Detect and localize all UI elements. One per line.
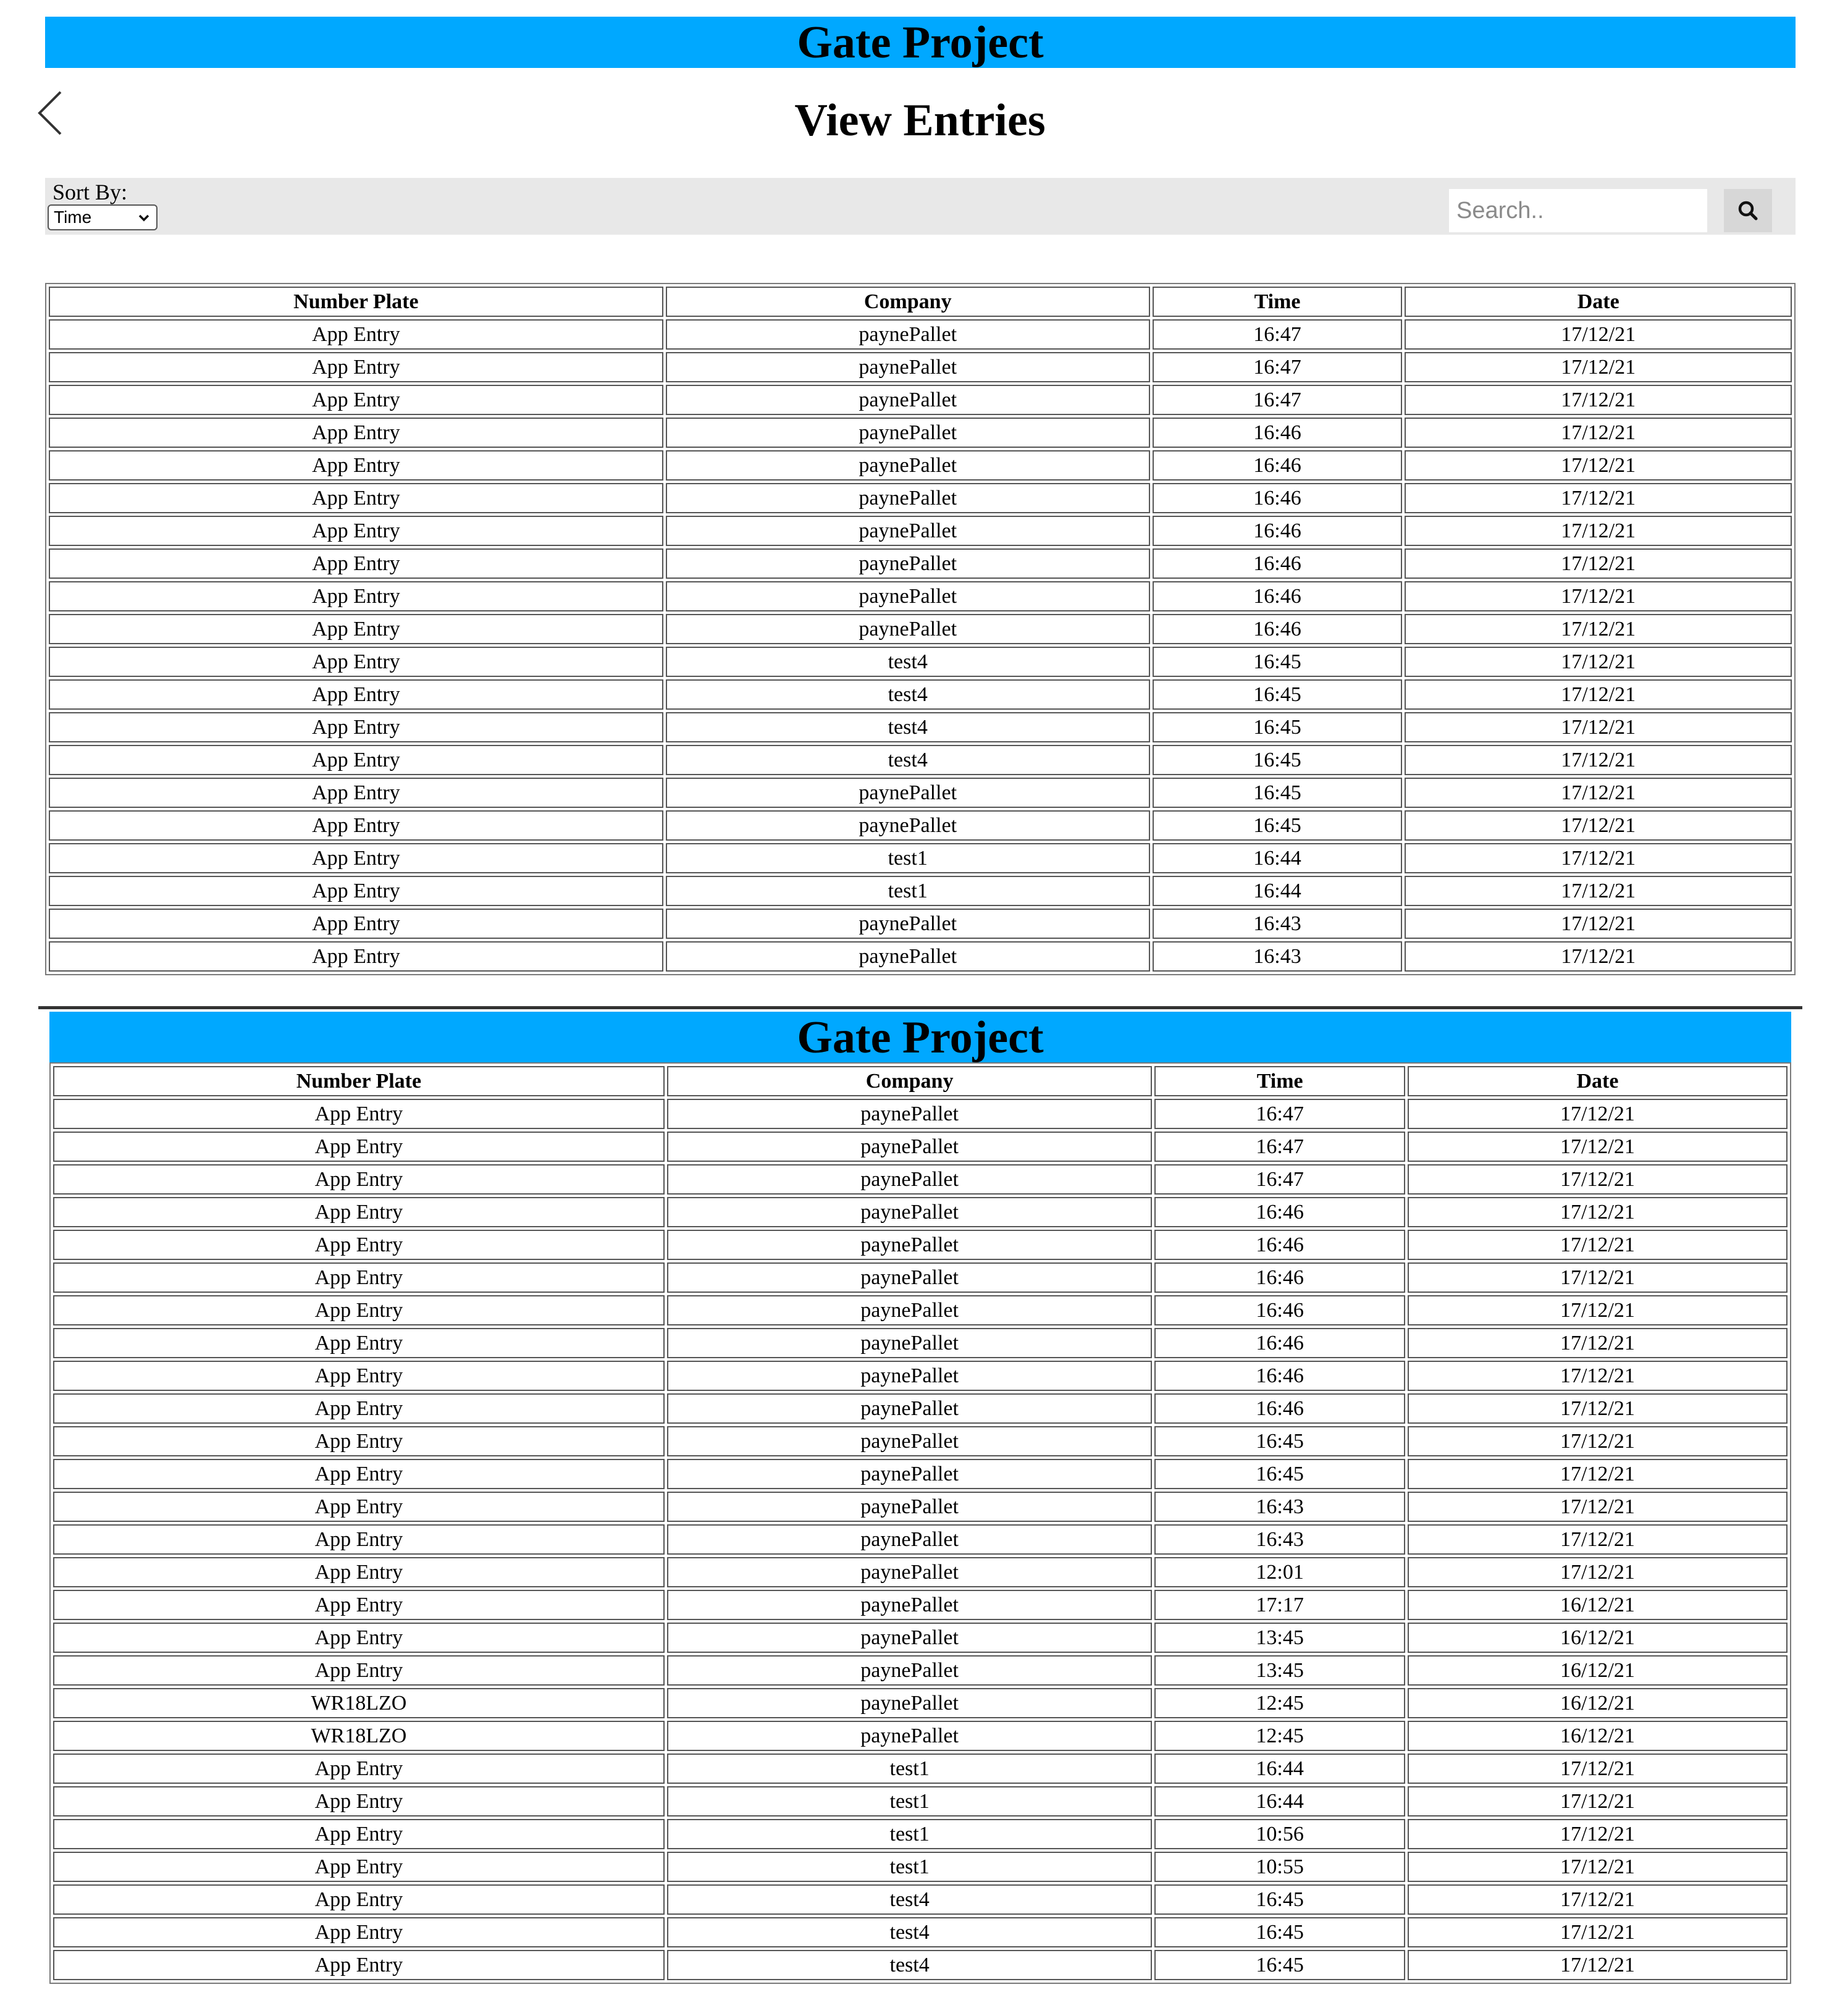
- number-plate-cell: App Entry: [53, 1852, 665, 1882]
- column-header: Company: [667, 1066, 1153, 1096]
- time-cell: 12:45: [1154, 1721, 1405, 1751]
- number-plate-cell: App Entry: [53, 1230, 665, 1260]
- company-cell: paynePallet: [666, 352, 1150, 382]
- time-cell: 10:55: [1154, 1852, 1405, 1882]
- company-cell: test4: [666, 679, 1150, 710]
- number-plate-cell: App Entry: [49, 679, 663, 710]
- number-plate-cell: App Entry: [53, 1393, 665, 1424]
- date-cell: 17/12/21: [1408, 1852, 1787, 1882]
- table-row: [49, 941, 1792, 972]
- date-cell: 16/12/21: [1408, 1688, 1787, 1718]
- company-cell: paynePallet: [666, 810, 1150, 841]
- table-row: [49, 712, 1792, 742]
- time-cell: 16:46: [1154, 1197, 1405, 1227]
- table-row: [53, 1884, 1787, 1915]
- company-cell: paynePallet: [667, 1164, 1153, 1195]
- time-cell: 16:46: [1154, 1361, 1405, 1391]
- company-cell: paynePallet: [667, 1099, 1153, 1129]
- time-cell: 16:43: [1154, 1524, 1405, 1555]
- date-cell: 16/12/21: [1408, 1590, 1787, 1620]
- time-cell: 16:45: [1153, 647, 1403, 677]
- date-cell: 17/12/21: [1408, 1884, 1787, 1915]
- table-row: [53, 1164, 1787, 1195]
- time-cell: 16:47: [1153, 352, 1403, 382]
- table-row: [49, 385, 1792, 415]
- date-cell: 17/12/21: [1405, 810, 1792, 841]
- company-cell: paynePallet: [666, 614, 1150, 644]
- number-plate-cell: App Entry: [53, 1590, 665, 1620]
- table-row: [53, 1393, 1787, 1424]
- number-plate-cell: App Entry: [53, 1917, 665, 1947]
- print-table-body: [53, 1099, 1787, 1980]
- column-header[interactable]: Date: [1405, 287, 1792, 317]
- sort-label: Sort By:: [53, 180, 128, 204]
- time-cell: 16:45: [1154, 1950, 1405, 1980]
- table-row: [49, 516, 1792, 546]
- table-row: [49, 352, 1792, 382]
- chevron-down-icon: [138, 212, 150, 224]
- company-cell: paynePallet: [667, 1393, 1153, 1424]
- number-plate-cell: App Entry: [53, 1164, 665, 1195]
- date-cell: 17/12/21: [1408, 1459, 1787, 1489]
- company-cell: test1: [667, 1852, 1153, 1882]
- column-header[interactable]: Number Plate: [49, 287, 663, 317]
- date-cell: 17/12/21: [1405, 450, 1792, 481]
- time-cell: 16:45: [1153, 778, 1403, 808]
- number-plate-cell: App Entry: [53, 1884, 665, 1915]
- time-cell: 16:44: [1154, 1786, 1405, 1816]
- number-plate-cell: WR18LZO: [53, 1688, 665, 1718]
- time-cell: 16:45: [1154, 1884, 1405, 1915]
- company-cell: paynePallet: [667, 1262, 1153, 1293]
- page-title: View Entries: [794, 95, 1046, 146]
- date-cell: 16/12/21: [1408, 1655, 1787, 1686]
- date-cell: 17/12/21: [1405, 778, 1792, 808]
- time-cell: 16:44: [1153, 843, 1403, 873]
- date-cell: 17/12/21: [1405, 548, 1792, 579]
- number-plate-cell: App Entry: [49, 909, 663, 939]
- date-cell: 17/12/21: [1405, 941, 1792, 972]
- table-row: [53, 1132, 1787, 1162]
- time-cell: 16:46: [1153, 483, 1403, 513]
- number-plate-cell: App Entry: [49, 581, 663, 611]
- number-plate-cell: App Entry: [53, 1262, 665, 1293]
- table-row: [53, 1197, 1787, 1227]
- time-cell: 16:44: [1154, 1754, 1405, 1784]
- date-cell: 17/12/21: [1405, 319, 1792, 350]
- date-cell: 17/12/21: [1408, 1164, 1787, 1195]
- time-cell: 16:46: [1154, 1230, 1405, 1260]
- number-plate-cell: App Entry: [49, 483, 663, 513]
- company-cell: paynePallet: [667, 1623, 1153, 1653]
- sort-select[interactable]: [48, 204, 158, 230]
- table-row: [53, 1557, 1787, 1587]
- table-row: [53, 1721, 1787, 1751]
- date-cell: 17/12/21: [1408, 1492, 1787, 1522]
- date-cell: 17/12/21: [1408, 1950, 1787, 1980]
- number-plate-cell: App Entry: [53, 1524, 665, 1555]
- number-plate-cell: App Entry: [49, 385, 663, 415]
- company-cell: test4: [666, 712, 1150, 742]
- date-cell: 17/12/21: [1408, 1295, 1787, 1325]
- number-plate-cell: App Entry: [49, 450, 663, 481]
- company-cell: test1: [666, 876, 1150, 906]
- table-row: [49, 778, 1792, 808]
- entries-table-body: [49, 319, 1792, 972]
- company-cell: paynePallet: [666, 483, 1150, 513]
- time-cell: 16:46: [1153, 516, 1403, 546]
- number-plate-cell: App Entry: [49, 745, 663, 775]
- table-row: [49, 581, 1792, 611]
- table-row: [49, 745, 1792, 775]
- company-cell: paynePallet: [667, 1426, 1153, 1456]
- number-plate-cell: App Entry: [53, 1132, 665, 1162]
- company-cell: paynePallet: [667, 1295, 1153, 1325]
- table-row: [53, 1786, 1787, 1816]
- table-row: [53, 1459, 1787, 1489]
- date-cell: 17/12/21: [1408, 1786, 1787, 1816]
- number-plate-cell: App Entry: [53, 1557, 665, 1587]
- number-plate-cell: App Entry: [53, 1623, 665, 1653]
- number-plate-cell: App Entry: [53, 1754, 665, 1784]
- sort-selected-value: Time: [54, 208, 92, 227]
- app-title: Gate Project: [797, 17, 1044, 68]
- time-cell: 16:45: [1153, 745, 1403, 775]
- company-cell: test4: [667, 1950, 1153, 1980]
- number-plate-cell: App Entry: [49, 516, 663, 546]
- date-cell: 17/12/21: [1405, 483, 1792, 513]
- date-cell: 17/12/21: [1405, 581, 1792, 611]
- company-cell: paynePallet: [667, 1459, 1153, 1489]
- date-cell: 17/12/21: [1405, 909, 1792, 939]
- section-divider: [38, 1006, 1802, 1009]
- time-cell: 12:01: [1154, 1557, 1405, 1587]
- time-cell: 12:45: [1154, 1688, 1405, 1718]
- date-cell: 17/12/21: [1405, 647, 1792, 677]
- table-row: [49, 810, 1792, 841]
- date-cell: 17/12/21: [1408, 1524, 1787, 1555]
- date-cell: 17/12/21: [1405, 712, 1792, 742]
- date-cell: 17/12/21: [1405, 352, 1792, 382]
- company-cell: paynePallet: [667, 1721, 1153, 1751]
- app-header: [45, 17, 1796, 68]
- date-cell: 17/12/21: [1405, 614, 1792, 644]
- date-cell: 17/12/21: [1408, 1132, 1787, 1162]
- time-cell: 16:45: [1153, 679, 1403, 710]
- date-cell: 17/12/21: [1408, 1262, 1787, 1293]
- table-row: [49, 614, 1792, 644]
- number-plate-cell: App Entry: [53, 1361, 665, 1391]
- company-cell: paynePallet: [667, 1524, 1153, 1555]
- company-cell: paynePallet: [667, 1590, 1153, 1620]
- company-cell: test1: [667, 1819, 1153, 1849]
- company-cell: paynePallet: [666, 941, 1150, 972]
- number-plate-cell: App Entry: [53, 1295, 665, 1325]
- number-plate-cell: App Entry: [49, 319, 663, 350]
- company-cell: paynePallet: [667, 1361, 1153, 1391]
- company-cell: test1: [667, 1786, 1153, 1816]
- company-cell: test4: [667, 1884, 1153, 1915]
- number-plate-cell: App Entry: [49, 712, 663, 742]
- time-cell: 16:46: [1154, 1295, 1405, 1325]
- date-cell: 17/12/21: [1408, 1754, 1787, 1784]
- table-row: [49, 450, 1792, 481]
- time-cell: 16:46: [1153, 614, 1403, 644]
- table-row: [49, 843, 1792, 873]
- company-cell: paynePallet: [667, 1492, 1153, 1522]
- time-cell: 16:43: [1153, 909, 1403, 939]
- time-cell: 16:46: [1153, 418, 1403, 448]
- column-header: Number Plate: [53, 1066, 665, 1096]
- time-cell: 16:45: [1154, 1917, 1405, 1947]
- time-cell: 10:56: [1154, 1819, 1405, 1849]
- date-cell: 17/12/21: [1408, 1917, 1787, 1947]
- time-cell: 16:46: [1154, 1262, 1405, 1293]
- company-cell: paynePallet: [666, 581, 1150, 611]
- table-row: [53, 1655, 1787, 1686]
- company-cell: paynePallet: [666, 516, 1150, 546]
- company-cell: paynePallet: [666, 319, 1150, 350]
- company-cell: paynePallet: [666, 778, 1150, 808]
- table-row: [53, 1590, 1787, 1620]
- number-plate-cell: App Entry: [53, 1459, 665, 1489]
- company-cell: paynePallet: [667, 1230, 1153, 1260]
- date-cell: 17/12/21: [1408, 1819, 1787, 1849]
- table-row: [53, 1328, 1787, 1358]
- company-cell: paynePallet: [666, 418, 1150, 448]
- number-plate-cell: App Entry: [49, 614, 663, 644]
- company-cell: test4: [666, 745, 1150, 775]
- time-cell: 16:46: [1153, 548, 1403, 579]
- company-cell: paynePallet: [667, 1655, 1153, 1686]
- time-cell: 16:46: [1153, 450, 1403, 481]
- time-cell: 16:45: [1154, 1426, 1405, 1456]
- table-row: [49, 483, 1792, 513]
- date-cell: 17/12/21: [1408, 1557, 1787, 1587]
- table-row: [53, 1819, 1787, 1849]
- table-row: [53, 1754, 1787, 1784]
- time-cell: 16:46: [1154, 1328, 1405, 1358]
- date-cell: 17/12/21: [1405, 516, 1792, 546]
- number-plate-cell: App Entry: [49, 352, 663, 382]
- number-plate-cell: App Entry: [53, 1492, 665, 1522]
- table-row: [49, 319, 1792, 350]
- number-plate-cell: WR18LZO: [53, 1721, 665, 1751]
- number-plate-cell: App Entry: [49, 941, 663, 972]
- date-cell: 16/12/21: [1408, 1623, 1787, 1653]
- company-cell: test1: [666, 843, 1150, 873]
- print-header: [49, 1012, 1791, 1064]
- date-cell: 17/12/21: [1405, 418, 1792, 448]
- column-header: Date: [1408, 1066, 1787, 1096]
- table-row: [53, 1688, 1787, 1718]
- time-cell: 16:45: [1154, 1459, 1405, 1489]
- date-cell: 17/12/21: [1408, 1426, 1787, 1456]
- number-plate-cell: App Entry: [49, 810, 663, 841]
- time-cell: 16:47: [1154, 1132, 1405, 1162]
- company-cell: paynePallet: [667, 1197, 1153, 1227]
- number-plate-cell: App Entry: [53, 1819, 665, 1849]
- toolbar: [45, 178, 1796, 235]
- date-cell: 17/12/21: [1408, 1328, 1787, 1358]
- date-cell: 17/12/21: [1408, 1361, 1787, 1391]
- table-row: [53, 1623, 1787, 1653]
- date-cell: 17/12/21: [1405, 745, 1792, 775]
- number-plate-cell: App Entry: [53, 1786, 665, 1816]
- table-row: [53, 1852, 1787, 1882]
- company-cell: paynePallet: [667, 1688, 1153, 1718]
- table-row: [49, 679, 1792, 710]
- time-cell: 13:45: [1154, 1623, 1405, 1653]
- column-header[interactable]: Company: [666, 287, 1150, 317]
- time-cell: 16:43: [1153, 941, 1403, 972]
- company-cell: test4: [666, 647, 1150, 677]
- company-cell: test4: [667, 1917, 1153, 1947]
- search-button[interactable]: [1724, 189, 1772, 232]
- company-cell: paynePallet: [667, 1328, 1153, 1358]
- table-row: [53, 1361, 1787, 1391]
- time-cell: 16:46: [1154, 1393, 1405, 1424]
- table-row: [53, 1295, 1787, 1325]
- company-cell: paynePallet: [667, 1557, 1153, 1587]
- number-plate-cell: App Entry: [49, 647, 663, 677]
- number-plate-cell: App Entry: [49, 548, 663, 579]
- table-row: [53, 1524, 1787, 1555]
- date-cell: 17/12/21: [1408, 1197, 1787, 1227]
- number-plate-cell: App Entry: [53, 1328, 665, 1358]
- number-plate-cell: App Entry: [49, 843, 663, 873]
- table-row: [49, 876, 1792, 906]
- number-plate-cell: App Entry: [53, 1197, 665, 1227]
- time-cell: 16:47: [1153, 319, 1403, 350]
- company-cell: paynePallet: [666, 450, 1150, 481]
- table-header-row: [49, 287, 1792, 317]
- company-cell: paynePallet: [666, 909, 1150, 939]
- time-cell: 16:45: [1153, 712, 1403, 742]
- company-cell: test1: [667, 1754, 1153, 1784]
- time-cell: 16:47: [1154, 1099, 1405, 1129]
- date-cell: 16/12/21: [1408, 1721, 1787, 1751]
- number-plate-cell: App Entry: [53, 1426, 665, 1456]
- time-cell: 16:46: [1153, 581, 1403, 611]
- table-row: [53, 1099, 1787, 1129]
- number-plate-cell: App Entry: [53, 1099, 665, 1129]
- table-row: [53, 1230, 1787, 1260]
- number-plate-cell: App Entry: [53, 1655, 665, 1686]
- table-header-row: [53, 1066, 1787, 1096]
- table-row: [53, 1426, 1787, 1456]
- date-cell: 17/12/21: [1405, 679, 1792, 710]
- date-cell: 17/12/21: [1408, 1099, 1787, 1129]
- column-header[interactable]: Time: [1153, 287, 1403, 317]
- date-cell: 17/12/21: [1405, 843, 1792, 873]
- time-cell: 16:43: [1154, 1492, 1405, 1522]
- company-cell: paynePallet: [667, 1132, 1153, 1162]
- time-cell: 16:47: [1154, 1164, 1405, 1195]
- table-row: [53, 1950, 1787, 1980]
- number-plate-cell: App Entry: [49, 418, 663, 448]
- date-cell: 17/12/21: [1408, 1230, 1787, 1260]
- search-icon: [1737, 200, 1759, 222]
- table-row: [49, 647, 1792, 677]
- company-cell: paynePallet: [666, 548, 1150, 579]
- date-cell: 17/12/21: [1405, 385, 1792, 415]
- table-row: [53, 1917, 1787, 1947]
- number-plate-cell: App Entry: [49, 876, 663, 906]
- table-row: [49, 548, 1792, 579]
- time-cell: 17:17: [1154, 1590, 1405, 1620]
- time-cell: 13:45: [1154, 1655, 1405, 1686]
- number-plate-cell: App Entry: [53, 1950, 665, 1980]
- entries-table: [45, 283, 1796, 975]
- table-row: [49, 909, 1792, 939]
- time-cell: 16:44: [1153, 876, 1403, 906]
- table-row: [53, 1492, 1787, 1522]
- time-cell: 16:45: [1153, 810, 1403, 841]
- search-input[interactable]: [1449, 189, 1707, 232]
- number-plate-cell: App Entry: [49, 778, 663, 808]
- date-cell: 17/12/21: [1405, 876, 1792, 906]
- time-cell: 16:47: [1153, 385, 1403, 415]
- company-cell: paynePallet: [666, 385, 1150, 415]
- column-header: Time: [1154, 1066, 1405, 1096]
- print-entries-table: [49, 1062, 1791, 1984]
- date-cell: 17/12/21: [1408, 1393, 1787, 1424]
- table-row: [49, 418, 1792, 448]
- table-row: [53, 1262, 1787, 1293]
- print-title: Gate Project: [797, 1012, 1044, 1063]
